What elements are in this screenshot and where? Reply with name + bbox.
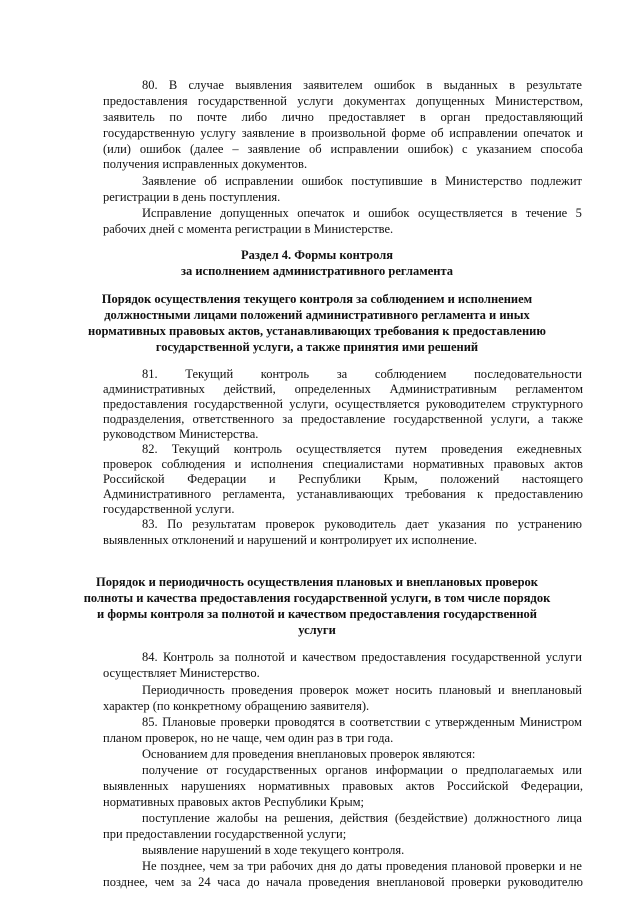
p85-line-1: 85. Плановые проверки проводятся в соответствии с утвержденным Министром bbox=[142, 715, 582, 729]
section-title: Раздел 4. Формы контроля bbox=[241, 248, 393, 262]
p81-line-4: подразделения, ответственного за предоставление государственной услуги, а также bbox=[103, 412, 583, 426]
heading1-line-3: нормативных правовых актов, устанавливающих требования к предоставлению bbox=[88, 324, 546, 338]
p83-line-1: 83. По результатам проверок руководитель дает указания по устранению bbox=[142, 517, 582, 531]
p81-line-3: предоставления государственной услуги, осуществляется руководителем структурного bbox=[103, 397, 583, 411]
p84b-line-2: характер (по конкретному обращению заявителя). bbox=[103, 699, 370, 713]
p82-line-5: государственной услуги. bbox=[103, 502, 235, 516]
p80-line-1: 80. В случае выявления заявителем ошибок в выданных в результате bbox=[142, 78, 582, 92]
p81-line-1: 81. Текущий контроль за соблюдением последовательности bbox=[142, 367, 582, 381]
heading2-line-1: Порядок и периодичность осуществления плановых и внеплановых проверок bbox=[95, 575, 539, 589]
p85d-line-2: при предоставлении государственной услуги; bbox=[103, 827, 347, 841]
p80b-line-2: регистрации в день поступления. bbox=[103, 190, 281, 204]
p85e-line: выявление нарушений в ходе текущего контроля. bbox=[142, 843, 405, 857]
p84b-line-1: Периодичность проведения проверок может носить плановый и внеплановый bbox=[142, 683, 582, 697]
p80-line-5: (или) ошибок (далее – заявление об исправлении ошибок) с указанием способа bbox=[103, 142, 583, 156]
heading2-line-3: и формы контроля за полнотой и качеством предоставления государственной bbox=[97, 607, 537, 621]
p81-line-2: административных действий, определенных Административным регламентом bbox=[103, 382, 583, 396]
section-subtitle: за исполнением административного регламента bbox=[180, 264, 454, 278]
p81-line-5: руководством Министерства. bbox=[103, 427, 259, 441]
p80b-line-1: Заявление об исправлении ошибок поступившие в Министерство подлежит bbox=[142, 174, 582, 188]
p80-line-2: предоставления государственной услуги документах допущенных Министерством, bbox=[103, 94, 583, 108]
p85b-line: Основанием для проведения внеплановых проверок являются: bbox=[142, 747, 476, 761]
heading2-line-2: полноты и качества предоставления государственной услуги, в том числе порядок bbox=[83, 591, 551, 605]
p80-line-6: получения исправленных документов. bbox=[103, 157, 308, 171]
p85f-line-2: позднее, чем за 24 часа до начала проведения внеплановой проверки руководителю bbox=[103, 875, 583, 889]
p82-line-4: Административного регламента, устанавливающих требования к предоставлению bbox=[103, 487, 583, 501]
p84-line-1: 84. Контроль за полнотой и качеством предоставления государственной услуги bbox=[142, 650, 582, 664]
p85d-line-1: поступление жалобы на решения, действия (бездействие) должностного лица bbox=[142, 811, 582, 825]
p84-line-2: осуществляет Министерство. bbox=[103, 666, 260, 680]
p85c-line-1: получение от государственных органов информации о предполагаемых или bbox=[142, 763, 582, 777]
p85c-line-3: нормативных правовых актов Республики Крым; bbox=[103, 795, 365, 809]
heading1-line-4: государственной услуги, а также принятия ими решений bbox=[155, 340, 479, 354]
p85c-line-2: выявленных нарушениях нормативных правовых актов Российской Федерации, bbox=[103, 779, 583, 793]
p83-line-2: выявленных отклонений и нарушений и контролирует их исполнение. bbox=[103, 533, 477, 547]
p80-line-3: заявитель по почте либо лично предоставляет в орган предоставляющий bbox=[103, 110, 583, 124]
p80c-line-1: Исправление допущенных опечаток и ошибок осуществляется в течение 5 bbox=[142, 206, 582, 220]
heading1-line-2: должностными лицами положений административного регламента и иных bbox=[104, 308, 530, 322]
heading1-line-1: Порядок осуществления текущего контроля за соблюдением и исполнением bbox=[101, 292, 533, 306]
p82-line-2: проверок соблюдения и исполнения специалистами нормативных правовых актов bbox=[103, 457, 583, 471]
p82-line-3: Российской Федерации и Республики Крым, положений настоящего bbox=[103, 472, 583, 486]
p80c-line-2: рабочих дней с момента регистрации в Министерстве. bbox=[103, 222, 394, 236]
p82-line-1: 82. Текущий контроль осуществляется путем проведения ежедневных bbox=[142, 442, 582, 456]
p80-line-4: государственную услугу заявление в произвольной форме об исправлении опечаток и bbox=[103, 126, 583, 140]
p85f-line-1: Не позднее, чем за три рабочих дня до даты проведения плановой проверки и не bbox=[142, 859, 582, 873]
p85-line-2: планом проверок, но не чаще, чем один раз в три года. bbox=[103, 731, 394, 745]
heading2-line-4: услуги bbox=[298, 623, 336, 637]
